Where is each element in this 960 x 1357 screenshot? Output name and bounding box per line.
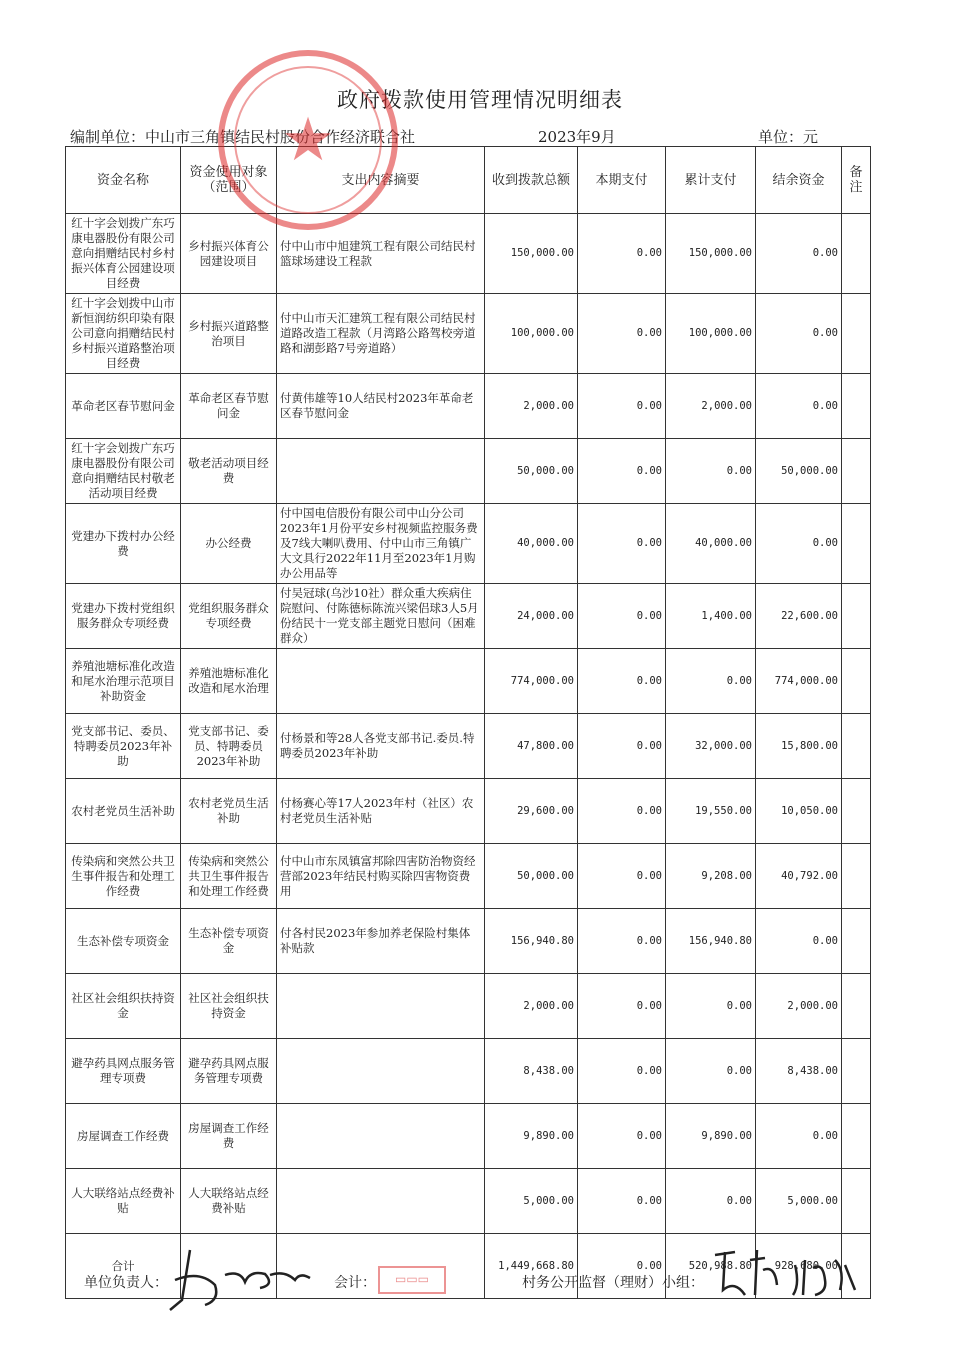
fund-name-cell: 红十字会划拨广东巧康电器股份有限公司意向捐赠结民村乡村振兴体育公园建设项目经费 [66, 214, 181, 294]
cumulative-cell: 9,208.00 [666, 844, 756, 909]
current-cell: 0.00 [578, 649, 666, 714]
scope-cell: 养殖池塘标准化改造和尾水治理 [181, 649, 277, 714]
current-cell: 0.00 [578, 779, 666, 844]
fund-name-cell: 社区社会组织扶持资金 [66, 974, 181, 1039]
summary-cell: 付中山市东凤镇富邦除四害防治物资经营部2023年结民村购买除四害物资费用 [277, 844, 485, 909]
header-fund-name: 资金名称 [66, 147, 181, 214]
balance-cell: 50,000.00 [756, 439, 842, 504]
note-cell [842, 909, 871, 974]
received-cell: 8,438.00 [485, 1039, 578, 1104]
table-row [66, 714, 871, 779]
scope-cell: 房屋调查工作经费 [181, 1104, 277, 1169]
note-cell [842, 1169, 871, 1234]
cumulative-cell: 150,000.00 [666, 214, 756, 294]
funds-table [65, 146, 871, 1299]
received-cell: 9,890.00 [485, 1104, 578, 1169]
note-cell [842, 504, 871, 584]
cumulative-cell: 9,890.00 [666, 1104, 756, 1169]
total-current: 0.00 [578, 1234, 666, 1299]
received-cell: 40,000.00 [485, 504, 578, 584]
summary-cell: 付中山市中旭建筑工程有限公司结民村篮球场建设工程款 [277, 214, 485, 294]
summary-cell [277, 1104, 485, 1169]
balance-cell: 0.00 [756, 504, 842, 584]
current-cell: 0.00 [578, 844, 666, 909]
balance-cell: 8,438.00 [756, 1039, 842, 1104]
table-row [66, 974, 871, 1039]
summary-cell [277, 1039, 485, 1104]
balance-cell: 22,600.00 [756, 584, 842, 649]
received-cell: 2,000.00 [485, 374, 578, 439]
fund-name-cell: 党建办下拨村办公经费 [66, 504, 181, 584]
compiling-unit: 编制单位：中山市三角镇结民村股份合作经济联合社 [70, 128, 416, 146]
header-received: 收到拨款总额 [485, 147, 578, 214]
fund-name-cell: 传染病和突然公共卫生事件报告和处理工作经费 [66, 844, 181, 909]
cumulative-cell: 0.00 [666, 1169, 756, 1234]
total-balance: 928,680.00 [756, 1234, 842, 1299]
fund-name-cell: 党支部书记、委员、特聘委员2023年补助 [66, 714, 181, 779]
table-row [66, 909, 871, 974]
cumulative-cell: 32,000.00 [666, 714, 756, 779]
balance-cell: 2,000.00 [756, 974, 842, 1039]
accountant-seal: ▭▭▭ [378, 1266, 446, 1294]
header-balance: 结余资金 [756, 147, 842, 214]
note-cell [842, 1104, 871, 1169]
fund-name-cell: 房屋调查工作经费 [66, 1104, 181, 1169]
cumulative-cell: 2,000.00 [666, 374, 756, 439]
received-cell: 5,000.00 [485, 1169, 578, 1234]
received-cell: 774,000.00 [485, 649, 578, 714]
cumulative-cell: 19,550.00 [666, 779, 756, 844]
received-cell: 50,000.00 [485, 844, 578, 909]
summary-cell: 付各村民2023年参加养老保险村集体补贴款 [277, 909, 485, 974]
summary-cell: 付黄伟雄等10人结民村2023年革命老区春节慰问金 [277, 374, 485, 439]
current-cell: 0.00 [578, 974, 666, 1039]
total-note [842, 1234, 871, 1299]
fund-name-cell: 避孕药具网点服务管理专项费 [66, 1039, 181, 1104]
received-cell: 24,000.00 [485, 584, 578, 649]
fund-name-cell: 红十字会划拨中山市新恒润纺织印染有限公司意向捐赠结民村乡村振兴道路整治项目经费 [66, 294, 181, 374]
table-row [66, 584, 871, 649]
total-scope [181, 1234, 277, 1299]
fund-name-cell: 党建办下拨村党组织服务群众专项经费 [66, 584, 181, 649]
current-cell: 0.00 [578, 504, 666, 584]
header-scope: 资金使用对象（范围） [181, 147, 277, 214]
summary-cell [277, 439, 485, 504]
note-cell [842, 214, 871, 294]
balance-cell: 0.00 [756, 374, 842, 439]
scope-cell: 革命老区春节慰问金 [181, 374, 277, 439]
cumulative-cell: 40,000.00 [666, 504, 756, 584]
note-cell [842, 374, 871, 439]
current-cell: 0.00 [578, 1104, 666, 1169]
note-cell [842, 844, 871, 909]
scope-cell: 农村老党员生活补助 [181, 779, 277, 844]
fund-name-cell: 革命老区春节慰问金 [66, 374, 181, 439]
balance-cell: 40,792.00 [756, 844, 842, 909]
header-current: 本期支付 [578, 147, 666, 214]
received-cell: 2,000.00 [485, 974, 578, 1039]
summary-cell [277, 974, 485, 1039]
scope-cell: 乡村振兴道路整治项目 [181, 294, 277, 374]
fund-name-cell: 农村老党员生活补助 [66, 779, 181, 844]
table-row [66, 649, 871, 714]
total-label: 合计 [66, 1234, 181, 1299]
summary-cell: 付中国电信股份有限公司中山分公司2023年1月份平安乡村视频监控服务费及7线大喇叭费用、付中山市三角镇广大文具行2022年11月至2023年1月购办公用品等 [277, 504, 485, 584]
table-row [66, 1169, 871, 1234]
scope-cell: 人大联络站点经费补贴 [181, 1169, 277, 1234]
balance-cell: 5,000.00 [756, 1169, 842, 1234]
cumulative-cell: 100,000.00 [666, 294, 756, 374]
current-cell: 0.00 [578, 374, 666, 439]
current-cell: 0.00 [578, 714, 666, 779]
document-title: 政府拨款使用管理情况明细表 [337, 88, 623, 112]
cumulative-cell: 1,400.00 [666, 584, 756, 649]
scope-cell: 生态补偿专项资金 [181, 909, 277, 974]
note-cell [842, 439, 871, 504]
note-cell [842, 649, 871, 714]
summary-cell: 付杨景和等28人各党支部书记.委员.特聘委员2023年补助 [277, 714, 485, 779]
balance-cell: 0.00 [756, 1104, 842, 1169]
received-cell: 47,800.00 [485, 714, 578, 779]
table-row [66, 779, 871, 844]
current-cell: 0.00 [578, 584, 666, 649]
balance-cell: 10,050.00 [756, 779, 842, 844]
note-cell [842, 294, 871, 374]
balance-cell: 0.00 [756, 909, 842, 974]
table-row [66, 504, 871, 584]
note-cell [842, 974, 871, 1039]
fund-name-cell: 生态补偿专项资金 [66, 909, 181, 974]
received-cell: 156,940.80 [485, 909, 578, 974]
table-row [66, 1039, 871, 1104]
balance-cell: 0.00 [756, 294, 842, 374]
received-cell: 100,000.00 [485, 294, 578, 374]
table-row [66, 294, 871, 374]
received-cell: 29,600.00 [485, 779, 578, 844]
note-cell [842, 1039, 871, 1104]
scope-cell: 避孕药具网点服务管理专项费 [181, 1039, 277, 1104]
star-icon: ★ [281, 105, 335, 175]
scope-cell: 社区社会组织扶持资金 [181, 974, 277, 1039]
cumulative-cell: 0.00 [666, 1039, 756, 1104]
table-row [66, 214, 871, 294]
table-row [66, 1104, 871, 1169]
scope-cell: 党支部书记、委员、特聘委员2023年补助 [181, 714, 277, 779]
summary-cell [277, 649, 485, 714]
cumulative-cell: 0.00 [666, 649, 756, 714]
fund-name-cell: 红十字会划拨广东巧康电器股份有限公司意向捐赠结民村敬老活动项目经费 [66, 439, 181, 504]
balance-cell: 0.00 [756, 214, 842, 294]
supervisor-label: 村务公开监督（理财）小组： [522, 1275, 704, 1291]
current-cell: 0.00 [578, 214, 666, 294]
scope-cell: 办公经费 [181, 504, 277, 584]
total-row [66, 1234, 871, 1299]
current-cell: 0.00 [578, 1039, 666, 1104]
cumulative-cell: 156,940.80 [666, 909, 756, 974]
note-cell [842, 714, 871, 779]
fund-name-cell: 养殖池塘标准化改造和尾水治理示范项目补助资金 [66, 649, 181, 714]
table-row [66, 844, 871, 909]
note-cell [842, 584, 871, 649]
header-note: 备注 [842, 147, 871, 214]
current-cell: 0.00 [578, 439, 666, 504]
balance-cell: 15,800.00 [756, 714, 842, 779]
received-cell: 50,000.00 [485, 439, 578, 504]
summary-cell [277, 1169, 485, 1234]
balance-cell: 774,000.00 [756, 649, 842, 714]
note-cell [842, 779, 871, 844]
currency-unit: 单位：元 [758, 128, 819, 146]
table-header-row [66, 147, 871, 214]
received-cell: 150,000.00 [485, 214, 578, 294]
scope-cell: 传染病和突然公共卫生事件报告和处理工作经费 [181, 844, 277, 909]
scope-cell: 敬老活动项目经费 [181, 439, 277, 504]
header-summary: 支出内容摘要 [277, 147, 485, 214]
cumulative-cell: 0.00 [666, 974, 756, 1039]
header-cumulative: 累计支付 [666, 147, 756, 214]
summary-cell: 付中山市天汇建筑工程有限公司结民村道路改造工程款（月湾路公路驾校旁道路和湖彭路7号旁道路） [277, 294, 485, 374]
table-row [66, 439, 871, 504]
scope-cell: 党组织服务群众专项经费 [181, 584, 277, 649]
cumulative-cell: 0.00 [666, 439, 756, 504]
total-cumulative: 520,988.80 [666, 1234, 756, 1299]
table-row [66, 374, 871, 439]
summary-cell: 付吴冠球(乌沙10社）群众重大疾病住院慰问、付陈德标陈流兴梁侣球3人5月份结民十一党支部主题党日慰问（困难群众） [277, 584, 485, 649]
leader-label: 单位负责人： [84, 1275, 168, 1291]
current-cell: 0.00 [578, 909, 666, 974]
fund-name-cell: 人大联络站点经费补贴 [66, 1169, 181, 1234]
accountant-label: 会计： [334, 1275, 376, 1291]
report-date: 2023年9月 [538, 128, 616, 146]
current-cell: 0.00 [578, 294, 666, 374]
total-received: 1,449,668.80 [485, 1234, 578, 1299]
summary-cell: 付杨赛心等17人2023年村（社区）农村老党员生活补贴 [277, 779, 485, 844]
scope-cell: 乡村振兴体育公园建设项目 [181, 214, 277, 294]
current-cell: 0.00 [578, 1169, 666, 1234]
